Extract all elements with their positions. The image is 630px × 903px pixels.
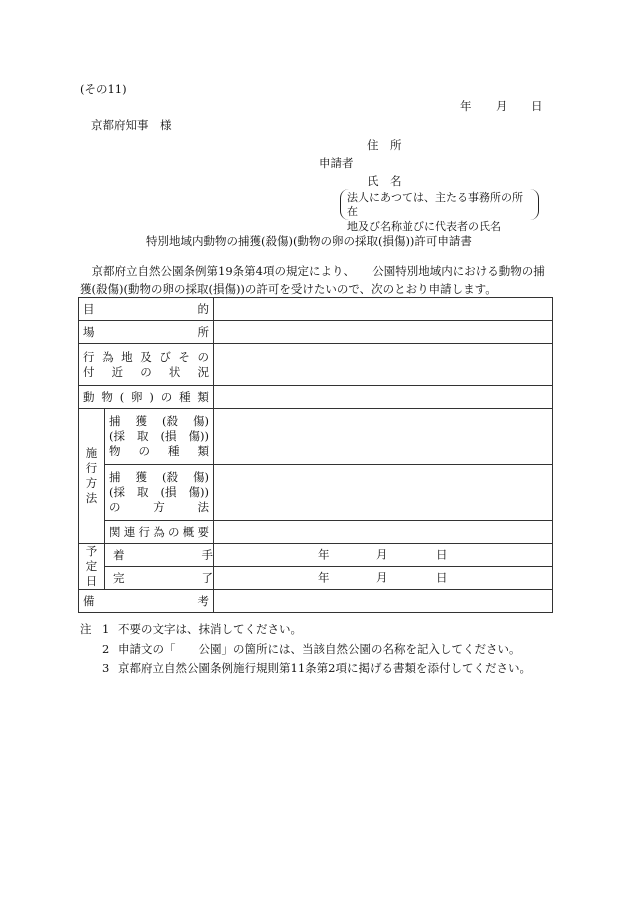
related-activity-field[interactable] [214, 521, 553, 544]
row-species [79, 386, 553, 409]
situation-label: 行 為 地 及 び そ の 付 近 の 状 況 [79, 344, 214, 386]
date-year-label: 年 [460, 99, 472, 113]
species-field[interactable] [214, 386, 553, 409]
applicant-label: 申請者 [319, 156, 354, 170]
address-label: 住 所 [367, 138, 402, 152]
note-1-text: 不要の文字は、抹消してください。 [118, 622, 302, 636]
end-month-label: 月 [376, 570, 388, 585]
note-3-number: 3 [102, 661, 110, 675]
row-purpose [79, 298, 553, 321]
application-statement: 京都府立自然公園条例第19条第4項の規定により、 公園特別地域内における動物の捕獲(殺傷)(動物の卵の採取(損傷))の許可を受けたいので、次のとおり申請します。 [80, 264, 545, 296]
corporation-note-line-1: 法人にあつては、主たる事務所の所在 [347, 191, 523, 219]
capture-species-field[interactable] [214, 409, 553, 465]
method-group-label: 施 行 方 法 [79, 409, 105, 544]
addressee: 京都府知事 様 [91, 118, 172, 132]
row-end-date [79, 567, 553, 590]
row-situation [79, 344, 553, 386]
remarks-label: 備 考 [79, 590, 214, 613]
situation-field[interactable] [214, 344, 553, 386]
form-number: (その11) [80, 82, 127, 96]
row-remarks [79, 590, 553, 613]
schedule-group-label: 予 定 日 [79, 544, 105, 590]
end-label: 完 了 [105, 567, 214, 590]
place-label: 場 所 [79, 321, 214, 344]
purpose-field[interactable] [214, 298, 553, 321]
related-activity-label: 関 連 行 為 の 概 要 [105, 521, 214, 544]
capture-method-field[interactable] [214, 465, 553, 521]
corporation-note [340, 189, 539, 233]
end-day-label: 日 [436, 570, 448, 585]
document-title: 特別地域内動物の捕獲(殺傷)(動物の卵の採取(損傷))許可申請書 [146, 234, 472, 248]
start-label: 着 手 [105, 544, 214, 567]
start-month-label: 月 [376, 547, 388, 562]
place-field[interactable] [214, 321, 553, 344]
name-label: 氏 名 [367, 174, 402, 188]
row-start-date [79, 544, 553, 567]
row-capture-method [79, 465, 553, 521]
note-1-number: 1 [102, 622, 110, 636]
row-capture-species [79, 409, 553, 465]
row-related-activity [79, 521, 553, 544]
purpose-label: 目 的 [79, 298, 214, 321]
species-label: 動 物 ( 卵 ) の 種 類 [79, 386, 214, 409]
remarks-field[interactable] [214, 590, 553, 613]
start-day-label: 日 [436, 547, 448, 562]
date-day-label: 日 [531, 99, 543, 113]
note-3-text: 京都府立自然公園条例施行規則第11条第2項に掲げる書類を添付してください。 [118, 661, 531, 675]
note-2-text: 申請文の「 公園」の箇所には、当該自然公園の名称を記入してください。 [118, 641, 521, 656]
row-place [79, 321, 553, 344]
note-2-number: 2 [102, 641, 110, 656]
corporation-note-line-2: 地及び名称並びに代表者の氏名 [347, 219, 501, 233]
end-date-field[interactable] [214, 567, 553, 590]
capture-method-label: 捕 獲 (殺 傷) (採 取 (損 傷)) の 方 法 [105, 465, 214, 521]
notes-label: 注 [80, 622, 92, 636]
end-year-label: 年 [318, 570, 330, 585]
start-date-field[interactable] [214, 544, 553, 567]
capture-species-label: 捕 獲 (殺 傷) (採 取 (損 傷)) 物 の 種 類 [105, 409, 214, 465]
start-year-label: 年 [318, 547, 330, 562]
date-month-label: 月 [496, 99, 508, 113]
application-form-table [78, 297, 553, 613]
